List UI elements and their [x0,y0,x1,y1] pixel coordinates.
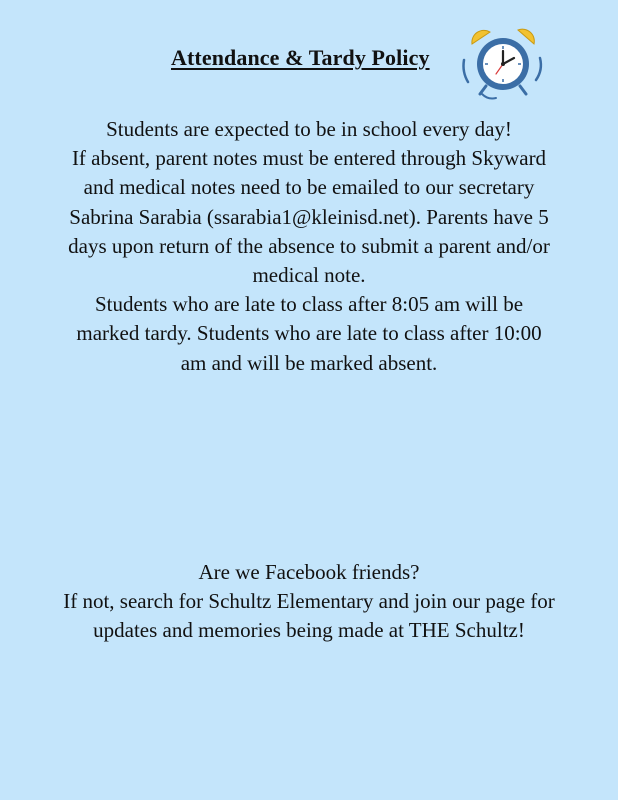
facebook-line: updates and memories being made at THE Schultz! [93,618,525,643]
facebook-notice [0,558,618,646]
policy-line: am and will be marked absent. [180,350,438,375]
policy-line: and medical notes need to be emailed to our secretary [83,175,535,200]
policy-line: Sabrina Sarabia (ssarabia1@kleinisd.net). Parents have 5 [69,204,549,229]
policy-line: Students are expected to be in school every day! [106,117,512,141]
facebook-line: Are we Facebook friends? [198,560,420,584]
policy-line: If absent, parent notes must be entered through Skyward [71,146,547,171]
alarm-clock-icon [458,20,546,102]
page-title: Attendance & Tardy Policy [171,45,430,70]
policy-line: days upon return of the absence to submit a parent and/or [68,233,550,258]
policy-line: medical note. [252,263,366,288]
policy-line: Students who are late to class after 8:05 am will be [94,292,524,317]
policy-line: marked tardy. Students who are late to class after 10:00 [76,321,542,346]
attendance-policy-text [0,115,618,378]
facebook-line: If not, search for Schultz Elementary and join our page for [63,589,555,614]
